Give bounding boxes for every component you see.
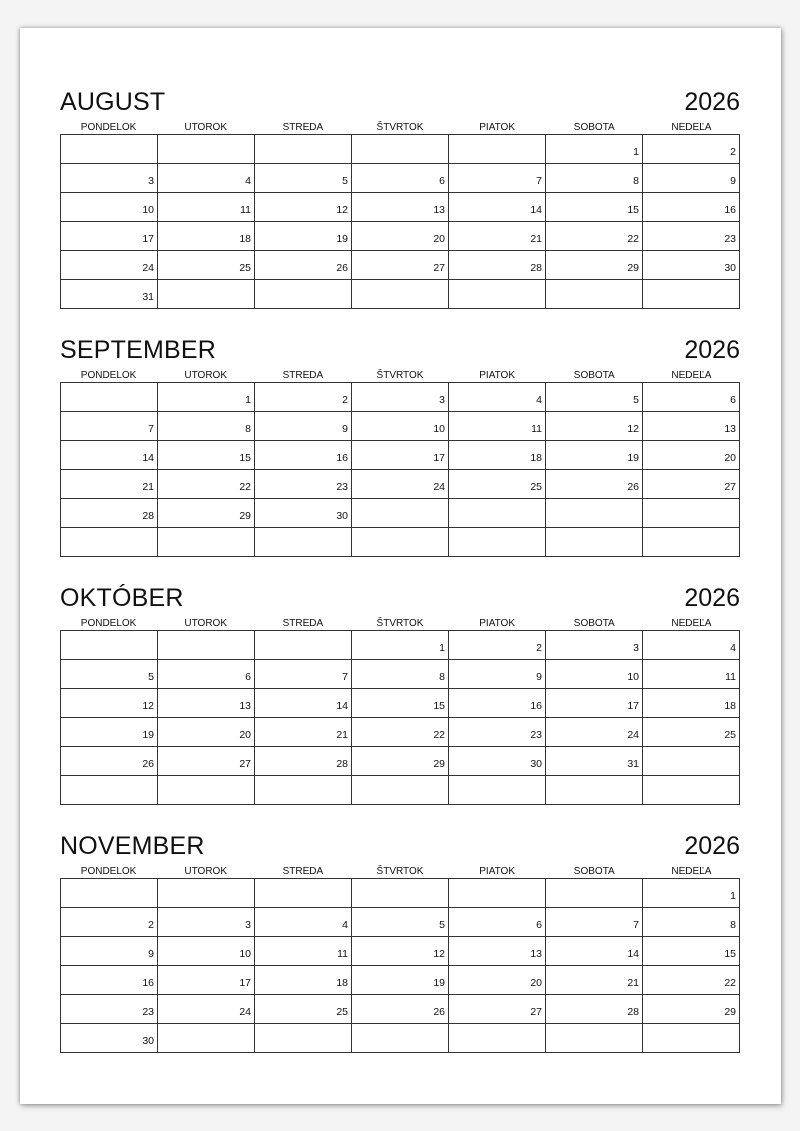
day-cell: 27 <box>352 251 449 280</box>
week-row <box>61 412 740 441</box>
day-cell: 4 <box>158 164 255 193</box>
day-cell: 8 <box>643 908 740 937</box>
week-row <box>61 222 740 251</box>
day-cell: 16 <box>449 689 546 718</box>
day-cell: 15 <box>546 193 643 222</box>
day-cell: 10 <box>61 193 158 222</box>
day-cell: 12 <box>546 412 643 441</box>
day-cell: 7 <box>546 908 643 937</box>
month-name: NOVEMBER <box>60 832 205 860</box>
day-cell <box>352 135 449 164</box>
month-year: 2026 <box>684 584 740 612</box>
day-cell: 20 <box>449 966 546 995</box>
day-cell: 3 <box>352 383 449 412</box>
day-cell: 27 <box>643 470 740 499</box>
month-year: 2026 <box>684 88 740 116</box>
day-cell: 1 <box>546 135 643 164</box>
day-cell <box>158 1024 255 1053</box>
day-cell: 31 <box>546 747 643 776</box>
day-cell <box>449 499 546 528</box>
day-cell: 18 <box>255 966 352 995</box>
day-cell <box>449 879 546 908</box>
week-row <box>61 908 740 937</box>
day-cell <box>352 499 449 528</box>
day-cell <box>546 499 643 528</box>
day-cell: 23 <box>449 718 546 747</box>
day-cell: 13 <box>449 937 546 966</box>
day-cell: 23 <box>61 995 158 1024</box>
day-cell: 26 <box>255 251 352 280</box>
day-cell: 13 <box>158 689 255 718</box>
week-row <box>61 995 740 1024</box>
day-cell: 23 <box>643 222 740 251</box>
weekday-label: STREDA <box>282 122 324 133</box>
month-block <box>60 832 740 1053</box>
week-row <box>61 383 740 412</box>
day-cell: 14 <box>61 441 158 470</box>
weekday-label: NEDEĽA <box>671 122 712 133</box>
day-cell: 9 <box>61 937 158 966</box>
day-cell: 16 <box>643 193 740 222</box>
day-cell: 14 <box>449 193 546 222</box>
day-cell: 11 <box>158 193 255 222</box>
day-cell <box>255 528 352 557</box>
day-cell: 30 <box>449 747 546 776</box>
day-cell: 21 <box>449 222 546 251</box>
week-row <box>61 135 740 164</box>
weekday-label: ŠTVRTOK <box>376 122 424 133</box>
day-cell <box>352 776 449 805</box>
day-cell: 11 <box>449 412 546 441</box>
day-cell: 29 <box>352 747 449 776</box>
month-block <box>60 336 740 557</box>
day-cell <box>158 280 255 309</box>
day-cell: 3 <box>158 908 255 937</box>
day-cell: 24 <box>352 470 449 499</box>
day-cell: 1 <box>643 879 740 908</box>
weekday-label: UTOROK <box>184 618 228 629</box>
day-cell: 19 <box>61 718 158 747</box>
day-cell: 9 <box>643 164 740 193</box>
day-cell <box>158 135 255 164</box>
day-cell: 7 <box>449 164 546 193</box>
day-cell: 15 <box>158 441 255 470</box>
weekday-header-row <box>60 122 740 134</box>
day-cell <box>643 747 740 776</box>
day-cell: 25 <box>158 251 255 280</box>
day-cell <box>546 280 643 309</box>
day-cell: 30 <box>255 499 352 528</box>
week-row <box>61 966 740 995</box>
day-cell: 15 <box>643 937 740 966</box>
month-name: AUGUST <box>60 88 166 116</box>
day-cell: 29 <box>158 499 255 528</box>
day-cell <box>61 776 158 805</box>
day-cell <box>158 879 255 908</box>
day-cell: 22 <box>352 718 449 747</box>
day-cell: 22 <box>158 470 255 499</box>
week-row <box>61 280 740 309</box>
day-cell: 2 <box>61 908 158 937</box>
weekday-label: PIATOK <box>479 618 516 629</box>
day-cell: 20 <box>352 222 449 251</box>
weekday-label: PONDELOK <box>80 866 137 877</box>
weekday-label: ŠTVRTOK <box>376 618 424 629</box>
day-cell <box>449 280 546 309</box>
day-cell: 2 <box>643 135 740 164</box>
day-cell <box>61 383 158 412</box>
day-cell <box>449 135 546 164</box>
day-cell: 28 <box>546 995 643 1024</box>
weekday-label: PIATOK <box>479 370 516 381</box>
day-cell: 4 <box>255 908 352 937</box>
day-cell: 26 <box>61 747 158 776</box>
day-cell <box>643 280 740 309</box>
day-cell: 6 <box>158 660 255 689</box>
week-row <box>61 660 740 689</box>
day-cell: 28 <box>61 499 158 528</box>
day-cell <box>546 879 643 908</box>
day-cell: 27 <box>449 995 546 1024</box>
day-cell: 25 <box>255 995 352 1024</box>
day-cell <box>352 528 449 557</box>
day-cell: 23 <box>255 470 352 499</box>
month-grid <box>60 630 740 805</box>
day-cell <box>643 528 740 557</box>
day-cell: 3 <box>546 631 643 660</box>
day-cell <box>255 1024 352 1053</box>
weekday-label: STREDA <box>282 370 324 381</box>
day-cell: 14 <box>546 937 643 966</box>
week-row <box>61 441 740 470</box>
month-grid <box>60 382 740 557</box>
day-cell: 21 <box>546 966 643 995</box>
day-cell: 5 <box>61 660 158 689</box>
week-row <box>61 747 740 776</box>
week-row <box>61 879 740 908</box>
day-cell: 25 <box>643 718 740 747</box>
day-cell: 27 <box>158 747 255 776</box>
weekday-label: PIATOK <box>479 866 516 877</box>
day-cell: 10 <box>352 412 449 441</box>
day-cell: 10 <box>546 660 643 689</box>
month-header <box>60 88 740 118</box>
day-cell: 24 <box>546 718 643 747</box>
day-cell <box>158 631 255 660</box>
weekday-label: UTOROK <box>184 370 228 381</box>
weekday-label: ŠTVRTOK <box>376 370 424 381</box>
day-cell: 21 <box>61 470 158 499</box>
day-cell: 18 <box>158 222 255 251</box>
month-header <box>60 832 740 862</box>
day-cell: 8 <box>546 164 643 193</box>
day-cell: 11 <box>255 937 352 966</box>
weekday-label: SOBOTA <box>573 370 615 381</box>
day-cell: 6 <box>352 164 449 193</box>
day-cell: 2 <box>255 383 352 412</box>
weekday-label: NEDEĽA <box>671 370 712 381</box>
day-cell <box>61 135 158 164</box>
week-row <box>61 470 740 499</box>
week-row <box>61 1024 740 1053</box>
day-cell <box>61 879 158 908</box>
week-row <box>61 718 740 747</box>
month-year: 2026 <box>684 832 740 860</box>
day-cell <box>546 1024 643 1053</box>
week-row <box>61 631 740 660</box>
day-cell: 26 <box>352 995 449 1024</box>
week-row <box>61 499 740 528</box>
week-row <box>61 937 740 966</box>
day-cell: 17 <box>61 222 158 251</box>
weekday-label: PIATOK <box>479 122 516 133</box>
weekday-label: PONDELOK <box>80 618 137 629</box>
month-grid <box>60 134 740 309</box>
day-cell: 18 <box>449 441 546 470</box>
weekday-label: PONDELOK <box>80 122 137 133</box>
month-block <box>60 584 740 805</box>
day-cell: 24 <box>158 995 255 1024</box>
day-cell: 16 <box>61 966 158 995</box>
day-cell: 5 <box>352 908 449 937</box>
month-grid <box>60 878 740 1053</box>
month-name: SEPTEMBER <box>60 336 216 364</box>
day-cell: 8 <box>158 412 255 441</box>
day-cell <box>352 280 449 309</box>
month-header <box>60 584 740 614</box>
day-cell: 22 <box>643 966 740 995</box>
month-year: 2026 <box>684 336 740 364</box>
day-cell: 12 <box>255 193 352 222</box>
day-cell <box>61 631 158 660</box>
weekday-label: STREDA <box>282 618 324 629</box>
weekday-label: ŠTVRTOK <box>376 866 424 877</box>
weekday-label: PONDELOK <box>80 370 137 381</box>
day-cell: 5 <box>255 164 352 193</box>
weekday-label: NEDEĽA <box>671 866 712 877</box>
day-cell: 6 <box>449 908 546 937</box>
day-cell: 7 <box>61 412 158 441</box>
day-cell <box>449 528 546 557</box>
day-cell <box>255 631 352 660</box>
day-cell: 5 <box>546 383 643 412</box>
week-row <box>61 528 740 557</box>
day-cell: 30 <box>643 251 740 280</box>
day-cell <box>352 879 449 908</box>
day-cell: 19 <box>255 222 352 251</box>
day-cell: 13 <box>643 412 740 441</box>
weekday-label: SOBOTA <box>573 866 615 877</box>
day-cell: 12 <box>352 937 449 966</box>
day-cell: 10 <box>158 937 255 966</box>
day-cell: 4 <box>643 631 740 660</box>
day-cell: 3 <box>61 164 158 193</box>
day-cell: 31 <box>61 280 158 309</box>
day-cell: 9 <box>255 412 352 441</box>
day-cell: 15 <box>352 689 449 718</box>
day-cell <box>61 528 158 557</box>
day-cell: 29 <box>546 251 643 280</box>
month-name: OKTÓBER <box>60 584 184 612</box>
day-cell: 17 <box>352 441 449 470</box>
day-cell: 1 <box>352 631 449 660</box>
day-cell: 13 <box>352 193 449 222</box>
day-cell: 11 <box>643 660 740 689</box>
week-row <box>61 164 740 193</box>
day-cell <box>643 1024 740 1053</box>
day-cell: 16 <box>255 441 352 470</box>
weekday-label: UTOROK <box>184 866 228 877</box>
day-cell: 20 <box>158 718 255 747</box>
weekday-header-row <box>60 618 740 630</box>
day-cell <box>546 776 643 805</box>
day-cell: 21 <box>255 718 352 747</box>
weekday-label: NEDEĽA <box>671 618 712 629</box>
day-cell: 8 <box>352 660 449 689</box>
month-block <box>60 88 740 309</box>
day-cell: 28 <box>449 251 546 280</box>
day-cell: 24 <box>61 251 158 280</box>
day-cell: 14 <box>255 689 352 718</box>
day-cell <box>449 776 546 805</box>
day-cell: 19 <box>352 966 449 995</box>
weekday-label: SOBOTA <box>573 122 615 133</box>
day-cell <box>352 1024 449 1053</box>
day-cell: 29 <box>643 995 740 1024</box>
day-cell: 25 <box>449 470 546 499</box>
day-cell <box>546 528 643 557</box>
day-cell: 28 <box>255 747 352 776</box>
day-cell <box>643 776 740 805</box>
week-row <box>61 689 740 718</box>
day-cell: 2 <box>449 631 546 660</box>
day-cell: 1 <box>158 383 255 412</box>
day-cell <box>255 776 352 805</box>
weekday-header-row <box>60 370 740 382</box>
day-cell: 18 <box>643 689 740 718</box>
weekday-label: STREDA <box>282 866 324 877</box>
day-cell: 17 <box>158 966 255 995</box>
month-header <box>60 336 740 366</box>
day-cell: 20 <box>643 441 740 470</box>
day-cell: 22 <box>546 222 643 251</box>
day-cell: 12 <box>61 689 158 718</box>
week-row <box>61 776 740 805</box>
day-cell: 17 <box>546 689 643 718</box>
day-cell <box>449 1024 546 1053</box>
day-cell: 4 <box>449 383 546 412</box>
day-cell: 7 <box>255 660 352 689</box>
day-cell: 6 <box>643 383 740 412</box>
day-cell: 9 <box>449 660 546 689</box>
weekday-label: SOBOTA <box>573 618 615 629</box>
week-row <box>61 251 740 280</box>
day-cell <box>255 135 352 164</box>
weekday-header-row <box>60 866 740 878</box>
day-cell <box>255 879 352 908</box>
week-row <box>61 193 740 222</box>
day-cell: 26 <box>546 470 643 499</box>
day-cell <box>255 280 352 309</box>
day-cell: 30 <box>61 1024 158 1053</box>
day-cell: 19 <box>546 441 643 470</box>
weekday-label: UTOROK <box>184 122 228 133</box>
day-cell <box>158 528 255 557</box>
day-cell <box>643 499 740 528</box>
day-cell <box>158 776 255 805</box>
